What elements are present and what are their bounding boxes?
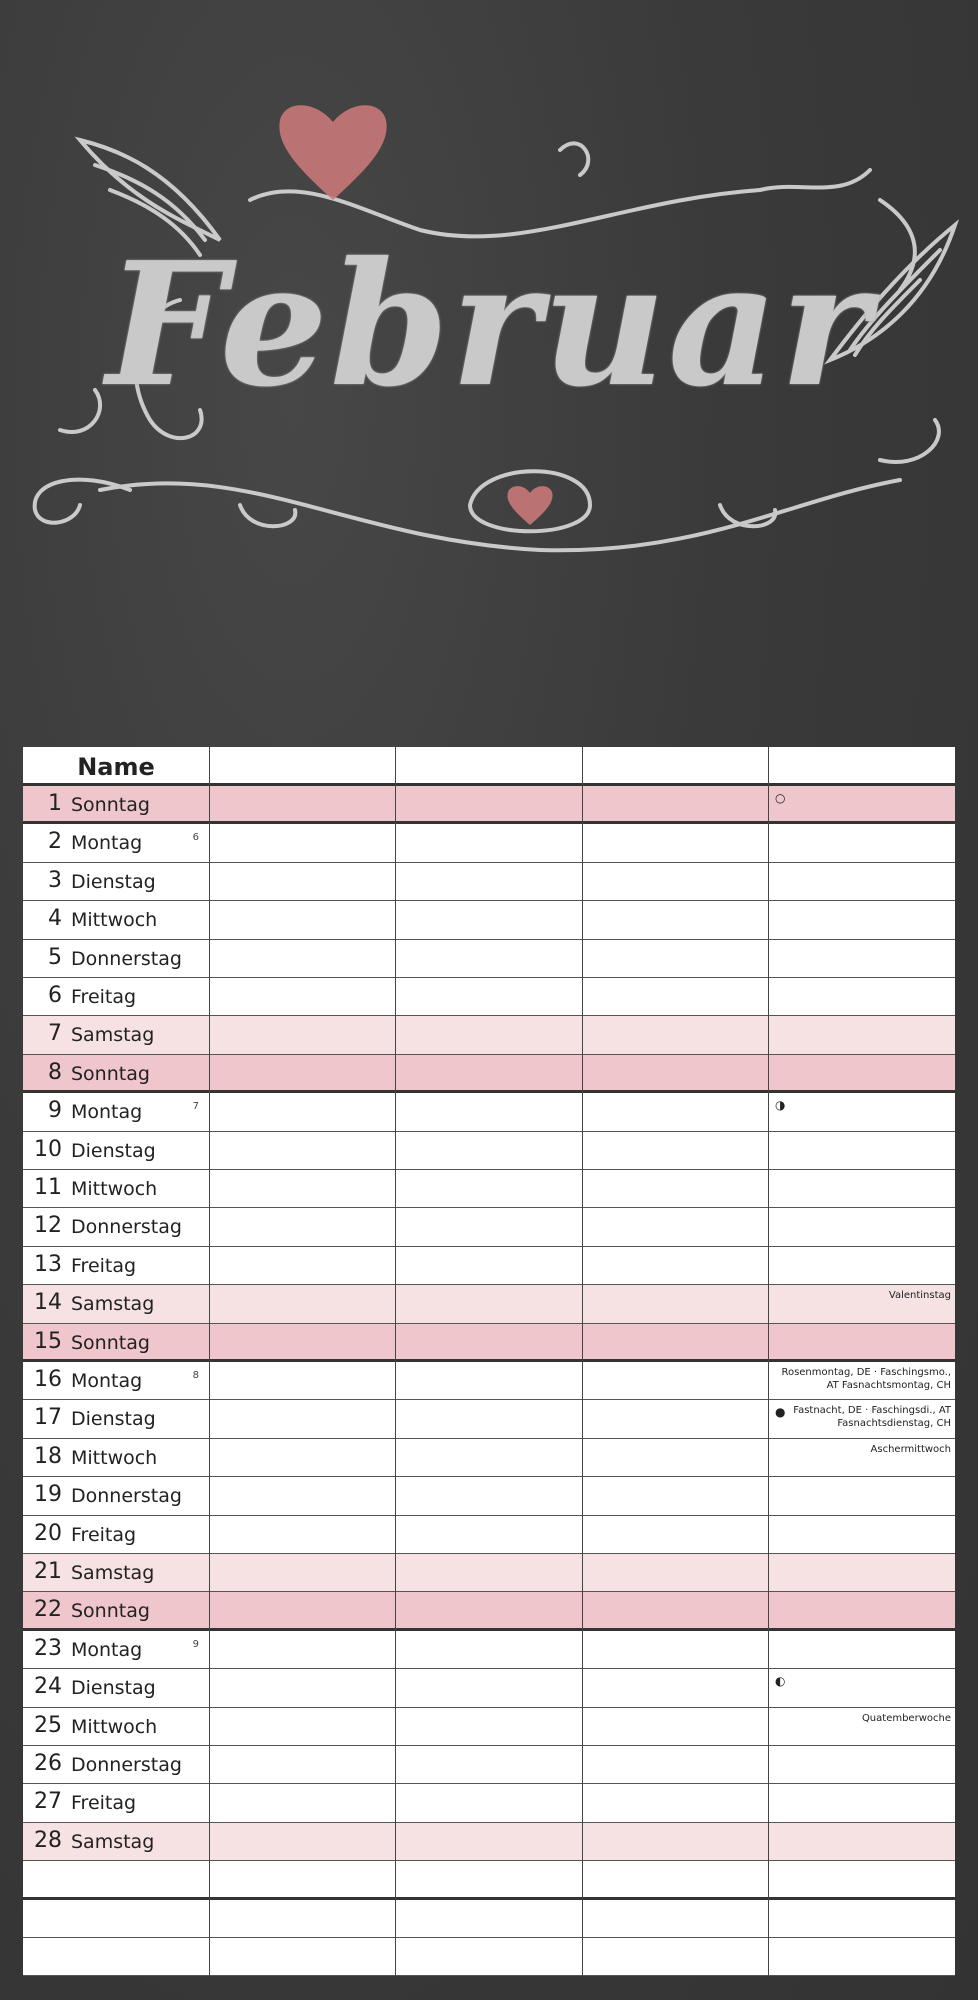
day-cell [23, 1669, 209, 1706]
weekday-label: Dienstag [71, 870, 156, 893]
moon-phase-icon: ◐ [775, 1674, 786, 1689]
day-cell [23, 1708, 209, 1745]
table-row [23, 863, 955, 901]
weekday-label: Mittwoch [71, 1178, 158, 1200]
day-number: 7 [48, 1021, 62, 1047]
table-row [23, 1132, 955, 1170]
weekday-label: Montag [71, 1370, 143, 1392]
weekday-label: Samstag [71, 1562, 155, 1584]
table-row [23, 1784, 955, 1822]
calendar-week-number: 9 [192, 1638, 199, 1650]
day-number: 24 [34, 1674, 62, 1700]
day-number: 17 [34, 1405, 62, 1431]
table-row [23, 1708, 955, 1746]
table-row [23, 1746, 955, 1784]
table-row [23, 1938, 955, 1976]
day-cell [23, 1631, 209, 1668]
day-number: 16 [34, 1367, 62, 1392]
table-row [23, 1669, 955, 1707]
day-number: 14 [34, 1290, 62, 1316]
table-row [23, 1170, 955, 1208]
weekday-label: Montag [71, 832, 143, 855]
table-row [23, 1439, 955, 1477]
day-number: 9 [48, 1098, 62, 1124]
day-cell [23, 1400, 209, 1437]
table-row [23, 1900, 955, 1938]
moon-phase-icon: ● [775, 1405, 786, 1420]
day-number: 28 [34, 1827, 62, 1853]
holiday-note: Valentinstag [888, 1290, 951, 1302]
day-cell [23, 863, 209, 900]
day-number: 21 [34, 1559, 62, 1584]
weekday-label: Mittwoch [71, 909, 158, 932]
weekday-label: Sonntag [71, 1062, 150, 1085]
day-cell [23, 1016, 209, 1053]
day-cell [23, 940, 209, 977]
day-number: 20 [34, 1520, 62, 1546]
day-number: 1 [48, 791, 62, 816]
column-divider [768, 747, 769, 1976]
table-row [23, 940, 955, 978]
day-cell [23, 1208, 209, 1245]
weekday-label: Montag [71, 1638, 143, 1661]
table-row [23, 978, 955, 1016]
table-header-row [23, 747, 955, 786]
day-cell [23, 1784, 209, 1821]
column-divider [582, 747, 583, 1976]
day-number: 23 [34, 1635, 62, 1661]
table-row [23, 1324, 955, 1362]
day-number: 25 [34, 1712, 62, 1738]
weekday-label: Dienstag [71, 1677, 156, 1700]
holiday-note: Quatemberwoche [861, 1712, 951, 1724]
weekday-label: Freitag [71, 1792, 137, 1815]
table-row [23, 1823, 955, 1861]
day-cell [23, 1592, 209, 1627]
column-divider [209, 747, 210, 1976]
holiday-note: Rosenmontag, DE · Faschingsmo., AT Fasnachtsmontag, CH [781, 1367, 951, 1391]
day-cell [23, 901, 209, 938]
day-number: 6 [48, 983, 62, 1008]
day-cell [23, 1439, 209, 1476]
month-title: Februar [106, 225, 872, 425]
day-cell [23, 1861, 209, 1896]
weekday-label: Donnerstag [71, 1754, 182, 1776]
day-cell [23, 978, 209, 1015]
day-number: 5 [48, 944, 62, 970]
day-number: 2 [48, 829, 62, 855]
table-row [23, 1362, 955, 1400]
table-row [23, 1016, 955, 1054]
day-number: 26 [34, 1751, 62, 1776]
day-number: 10 [34, 1136, 62, 1162]
day-number: 4 [48, 906, 62, 932]
day-number: 3 [48, 867, 62, 893]
day-number: 13 [34, 1251, 62, 1277]
name-header: Name [77, 753, 155, 781]
weekday-label: Mittwoch [71, 1446, 158, 1469]
moon-phase-icon: ◑ [775, 1098, 786, 1113]
table-row [23, 901, 955, 939]
weekday-label: Dienstag [71, 1139, 156, 1162]
day-number: 8 [48, 1059, 62, 1085]
weekday-label: Samstag [71, 1024, 155, 1047]
day-cell [23, 1170, 209, 1207]
day-number: 12 [34, 1213, 62, 1239]
table-row [23, 1554, 955, 1592]
day-cell [23, 1132, 209, 1169]
table-row [23, 786, 955, 824]
day-cell [23, 1938, 209, 1975]
weekday-label: Dienstag [71, 1408, 156, 1431]
table-row [23, 1477, 955, 1515]
calendar-week-number: 6 [192, 832, 199, 844]
day-cell [23, 1093, 209, 1130]
table-row [23, 1247, 955, 1285]
weekday-label: Montag [71, 1101, 143, 1124]
day-cell [23, 1516, 209, 1553]
day-number: 15 [34, 1328, 62, 1354]
table-row [23, 1055, 955, 1093]
day-number: 11 [34, 1175, 62, 1200]
day-cell [23, 1285, 209, 1322]
holiday-note: Aschermittwoch [870, 1443, 951, 1455]
table-row [23, 1516, 955, 1554]
day-cell [23, 786, 209, 821]
weekday-label: Donnerstag [71, 1485, 182, 1508]
weekday-label: Freitag [71, 1254, 137, 1277]
moon-phase-icon: ○ [775, 791, 786, 805]
weekday-label: Samstag [71, 1293, 155, 1316]
table-row [23, 1592, 955, 1630]
day-cell [23, 1746, 209, 1783]
day-number: 22 [34, 1597, 62, 1623]
day-cell [23, 1247, 209, 1284]
day-cell [23, 824, 209, 861]
day-cell [23, 1823, 209, 1860]
day-cell [23, 1055, 209, 1090]
day-cell [23, 1900, 209, 1937]
holiday-note: Fastnacht, DE · Faschingsdi., AT Fasnachtsdienstag, CH [793, 1405, 951, 1430]
weekday-label: Samstag [71, 1830, 155, 1853]
table-row [23, 1861, 955, 1899]
day-number: 18 [34, 1443, 62, 1469]
table-row [23, 1631, 955, 1669]
table-row [23, 1400, 955, 1438]
family-planner-table [23, 747, 955, 1976]
weekday-label: Sonntag [71, 1331, 150, 1354]
table-row [23, 824, 955, 862]
day-cell [23, 1324, 209, 1359]
day-cell [23, 1477, 209, 1514]
weekday-label: Freitag [71, 986, 137, 1008]
table-row [23, 1285, 955, 1323]
weekday-label: Donnerstag [71, 1216, 182, 1239]
table-row [23, 1093, 955, 1131]
weekday-label: Sonntag [71, 1600, 150, 1623]
weekday-label: Mittwoch [71, 1715, 158, 1738]
weekday-label: Freitag [71, 1523, 137, 1546]
column-divider [395, 747, 396, 1976]
day-cell [23, 1554, 209, 1591]
calendar-week-number: 7 [192, 1101, 199, 1113]
day-cell [23, 1362, 209, 1399]
day-number: 19 [34, 1482, 62, 1508]
weekday-label: Sonntag [71, 794, 150, 816]
weekday-label: Donnerstag [71, 947, 182, 970]
calendar-week-number: 8 [192, 1370, 199, 1381]
table-row [23, 1208, 955, 1246]
day-number: 27 [34, 1789, 62, 1815]
